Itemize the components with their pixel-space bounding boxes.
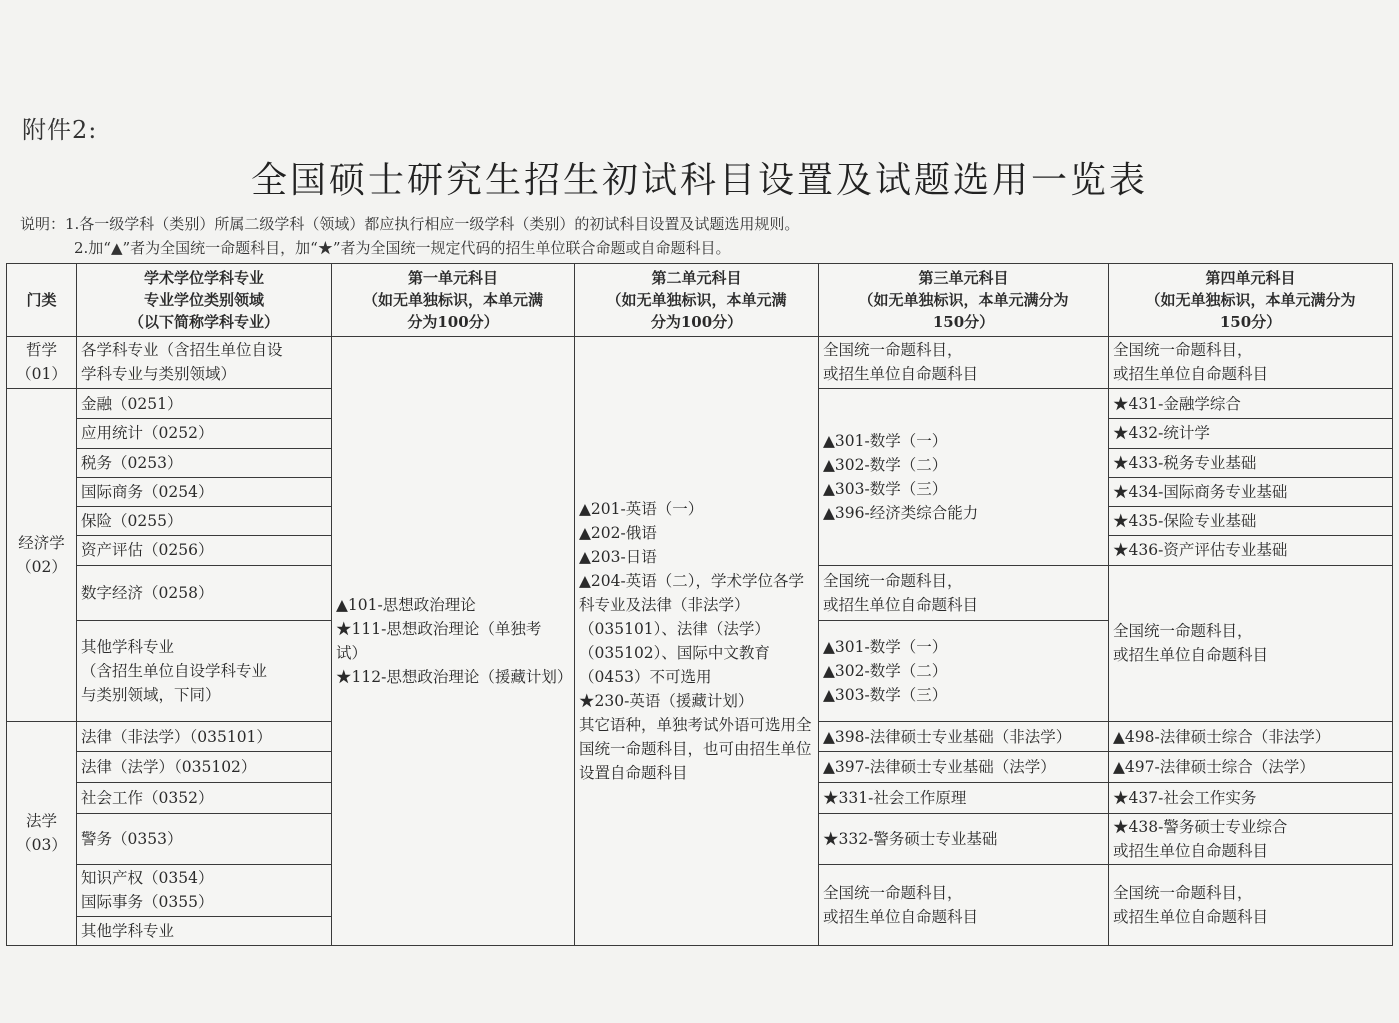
subject-cell: 税务（0253）	[77, 448, 332, 477]
unit4-cell: ★435-保险专业基础	[1109, 507, 1393, 536]
header-unit3: 第三单元科目 （如无单独标识，本单元满分为 150分）	[819, 264, 1109, 337]
unit3-cell: ▲301-数学（一） ▲302-数学（二） ▲303-数学（三）	[819, 621, 1109, 722]
header-category: 门类	[7, 264, 77, 337]
unit4-cell: ★438-警务硕士专业综合 或招生单位自命题科目	[1109, 813, 1393, 864]
subject-cell: 其他学科专业 （含招生单位自设学科专业 与类别领域，下同）	[77, 621, 332, 722]
note-line-2: 2.加“▲”者为全国统一命题科目，加“★”者为全国统一规定代码的招生单位联合命题或自命题科目。	[74, 239, 731, 257]
unit4-cell: ★434-国际商务专业基础	[1109, 477, 1393, 506]
page-title: 全国硕士研究生招生初试科目设置及试题选用一览表	[250, 160, 1148, 201]
unit4-cell: ★431-金融学综合	[1109, 389, 1393, 419]
unit3-cell: 全国统一命题科目， 或招生单位自命题科目	[819, 336, 1109, 388]
subject-cell: 金融（0251）	[77, 389, 332, 419]
subject-cell: 资产评估（0256）	[77, 536, 332, 565]
subject-cell: 知识产权（0354） 国际事务（0355）	[77, 865, 332, 916]
unit4-cell: 全国统一命题科目， 或招生单位自命题科目	[1109, 565, 1393, 721]
header-unit4: 第四单元科目 （如无单独标识，本单元满分为 150分）	[1109, 264, 1393, 337]
subject-cell: 社会工作（0352）	[77, 783, 332, 813]
note-line-1: 说明：1.各一级学科（类别）所属二级学科（领域）都应执行相应一级学科（类别）的初试科目设置及试题选用规则。	[20, 215, 800, 233]
unit4-cell: 全国统一命题科目， 或招生单位自命题科目	[1109, 865, 1393, 946]
notes	[20, 212, 799, 260]
subject-cell: 法律（非法学）（035101）	[77, 721, 332, 751]
unit4-cell: ★436-资产评估专业基础	[1109, 536, 1393, 565]
unit3-cell: 全国统一命题科目， 或招生单位自命题科目	[819, 565, 1109, 620]
subject-cell: 保险（0255）	[77, 507, 332, 536]
unit4-cell: 全国统一命题科目， 或招生单位自命题科目	[1109, 336, 1393, 388]
category-philosophy: 哲学 （01）	[7, 336, 77, 388]
unit4-cell: ★432-统计学	[1109, 419, 1393, 448]
unit3-cell: ★331-社会工作原理	[819, 783, 1109, 813]
unit3-cell: 全国统一命题科目， 或招生单位自命题科目	[819, 865, 1109, 946]
category-economics: 经济学 （02）	[7, 389, 77, 722]
table-row	[7, 336, 1393, 388]
unit2-cell: ▲201-英语（一） ▲202-俄语 ▲203-日语 ▲204-英语（二），学术学位各学科专业及法律（非法学）（035101）、法律（法学）（035102）、国际中文教育（0453）不可选用 ★230-英语（援藏计划） 其它语种，单独考试外语可选用全国统一命题科目，也可由招生单位设置自命题科目	[575, 336, 819, 945]
subject-cell: 警务（0353）	[77, 813, 332, 864]
subject-cell: 应用统计（0252）	[77, 419, 332, 448]
unit4-cell: ▲498-法律硕士综合（非法学）	[1109, 721, 1393, 751]
header-unit2: 第二单元科目 （如无单独标识，本单元满 分为100分）	[575, 264, 819, 337]
unit3-cell: ▲398-法律硕士专业基础（非法学）	[819, 721, 1109, 751]
unit4-cell: ★437-社会工作实务	[1109, 783, 1393, 813]
subject-cell: 其他学科专业	[77, 916, 332, 945]
attachment-label: 附件2:	[22, 116, 98, 144]
unit4-cell: ★433-税务专业基础	[1109, 448, 1393, 477]
subject-cell: 法律（法学）（035102）	[77, 752, 332, 783]
header-unit1: 第一单元科目 （如无单独标识，本单元满 分为100分）	[332, 264, 575, 337]
subject-table	[6, 263, 1393, 946]
unit3-cell: ▲301-数学（一） ▲302-数学（二） ▲303-数学（三） ▲396-经济类综合能力	[819, 389, 1109, 566]
unit3-cell: ★332-警务硕士专业基础	[819, 813, 1109, 864]
unit1-cell: ▲101-思想政治理论 ★111-思想政治理论（单独考试） ★112-思想政治理论（援藏计划）	[332, 336, 575, 945]
header-row	[7, 264, 1393, 337]
header-subject: 学术学位学科专业 专业学位类别领域 （以下简称学科专业）	[77, 264, 332, 337]
subject-cell: 各学科专业（含招生单位自设 学科专业与类别领域）	[77, 336, 332, 388]
unit3-cell: ▲397-法律硕士专业基础（法学）	[819, 752, 1109, 783]
subject-cell: 国际商务（0254）	[77, 477, 332, 506]
category-law: 法学 （03）	[7, 721, 77, 945]
unit4-cell: ▲497-法律硕士综合（法学）	[1109, 752, 1393, 783]
subject-cell: 数字经济（0258）	[77, 565, 332, 620]
